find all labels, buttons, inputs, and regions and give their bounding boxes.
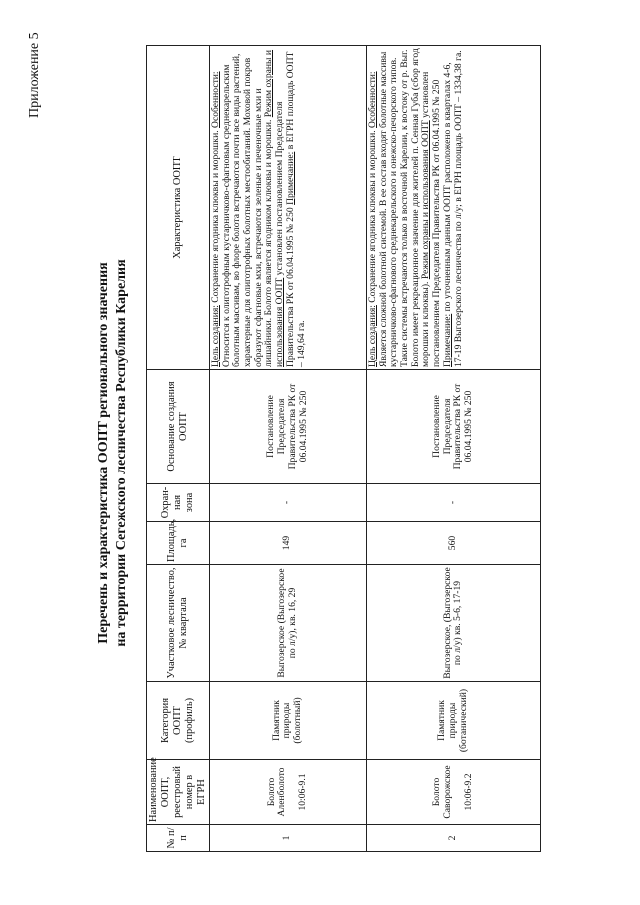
header-num: № п/п [147,825,210,852]
features-text: Является сложной болотной системой. В ее состав входят болотные массивы кустарничково-сфагнового среднекарельского и онежско-печорского типов. Такие системы встречаются только в восточной Карелии, к востоку от р. Выг. Болото имеет рекреационное значение для жителей п. Сенная Губа (сбор ягод морошки и клюквы). [377,48,432,367]
cell-forestry: Выгозерское (Выгозерское по л/у), кв. 16, 29 [209,565,366,682]
features-label: Особенности: [366,71,378,128]
cell-basis: Постановление Председателя Правительства РК от 06.04.1995 № 250 [366,370,540,484]
table-row [366,46,540,852]
cell-num: 2 [366,825,540,852]
note-label: Примечание: [284,151,296,205]
cell-basis: Постановление Председателя Правительства РК от 06.04.1995 № 250 [209,370,366,484]
goal-text: Сохранение ягодника клюквы и морошки. [366,130,378,303]
cell-category: Памятник природы (ботанический) [366,682,540,760]
header-area: Площадь, га [147,522,210,565]
header-category: Категория ООПТ (профиль) [147,682,210,760]
cell-name [366,760,540,825]
cell-area: 560 [366,522,540,565]
header-basis: Основание создания ООПТ [147,370,210,484]
cell-zone: - [209,484,366,522]
header-forestry: Участковое лесничество, № квартала [147,565,210,682]
oopt-name: Болото Саворожское [431,765,453,819]
appendix-label: Приложение 5 [27,32,42,118]
table-header-row [147,46,210,852]
cell-characteristic [366,46,540,370]
table-row [209,46,366,852]
oopt-table [146,45,541,852]
page-title-line-2: на территории Сегежского лесничества Республики Карелия [114,259,129,647]
goal-text: Сохранение ягодника клюквы и морошки. [209,130,221,303]
cell-forestry: Выгозерское, (Выгозерское по л/у) кв. 5-6, 17-19 [366,565,540,682]
cell-name [209,760,366,825]
regime-text: установлен постановлением Председателя Правительства РК от 06.04.1995 № 250 [420,71,443,367]
regime-label: Режим охраны и использования ООПТ [420,120,432,280]
page-title-line-1: Перечень и характеристика ООПТ регионального значения [96,262,111,644]
note-text: по уточненным данным ООПТ расположено в кварталах 4-6, 17-19 Выгозерского лесничества по л/у; в ЕГРН площадь ООПТ – 1334,38 га. [441,50,464,367]
header-zone: Охран-ная зона [147,484,210,522]
goal-label: Цель создания: [366,305,378,367]
cell-area: 149 [209,522,366,565]
cell-num: 1 [209,825,366,852]
goal-label: Цель создания: [209,305,221,367]
regime-text: установлен постановлением Председателя Правительства РК от 06.04.1995 № 250 [274,101,296,367]
header-characteristic: Характеристика ООПТ [147,46,210,370]
oopt-reg-no: 10:06-9.2 [462,773,474,811]
regime-label: Режим охраны и использования ООПТ [263,49,286,367]
features-label: Особенности: [209,71,221,128]
header-name: Наименование ООПТ, реестровый номер в ЕГРН [147,760,210,825]
oopt-name: Болото Аленболото [265,767,288,817]
cell-category: Памятник природы (болотный) [209,682,366,760]
oopt-reg-no: 10:06-9.1 [297,773,309,811]
note-text: в ЕГРН площадь ООПТ – 149,64 га. [284,51,307,367]
rotated-page [26,18,626,888]
cell-zone: - [366,484,540,522]
cell-characteristic [209,46,366,370]
features-text: Относится к олиготрофным кустарничково-сфагновым среднекарельским болотным массивам, во флоре болота встречаются почти все виды растений, характерные для олиготрофных болотных местообитаний. Моховой покров образуют сфагновые мхи, встречаются зеленые и печеночные мхи и лишайники. Болото является ягодником клюквы и морошки. [220,53,275,367]
note-label: Примечание: [441,313,453,367]
